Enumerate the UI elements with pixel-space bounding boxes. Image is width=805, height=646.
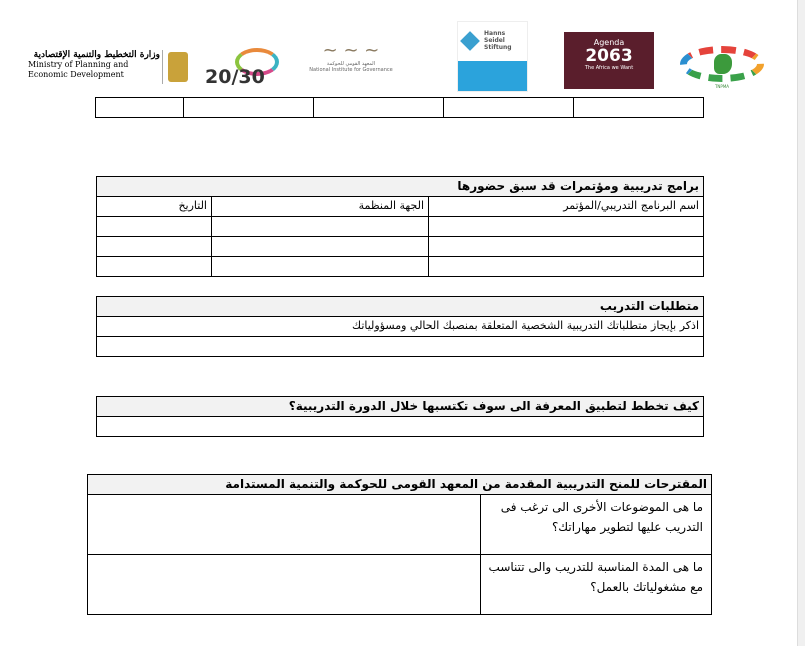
ministry-name-en: Ministry of Planning and Economic Development [28,60,129,79]
application-answer[interactable] [97,417,704,437]
training-programs-title: برامج تدريبية ومؤتمرات قد سبق حضورها [97,177,704,197]
input-cell[interactable] [212,217,429,237]
question-1: ما هى الموضوعات الأخرى الى ترغب فى التدريب عليها لتطوير مهاراتك؟ [481,495,712,555]
col-date: التاريخ [97,197,212,217]
col-organizer: الجهة المنظمة [212,197,429,217]
col-program-name: اسم البرنامج التدريبي/المؤتمر [429,197,704,217]
answer-2[interactable] [88,555,481,615]
application-table [96,396,704,437]
training-programs-table [96,176,704,277]
suggestions-title: المقترحات للمنح التدريبية المقدمة من المعهد القومى للحوكمة والتنمية المستدامة [88,475,712,495]
tnpma-logo: TNPMA [676,42,768,94]
egypt-2030-logo: 20/30 [205,48,291,88]
input-cell[interactable] [429,237,704,257]
input-cell[interactable] [429,217,704,237]
hanns-seidel-logo: Hanns Seidel Stiftung [457,21,528,92]
egypt-eagle-logo [168,52,188,82]
table-row [97,257,704,277]
input-cell[interactable] [212,237,429,257]
suggestions-table [87,474,712,615]
input-cell[interactable] [97,237,212,257]
requirements-table [96,296,704,357]
ministry-name-ar: وزارة التخطيط والتنمية الإقتصادية [33,50,160,60]
agenda-2063-logo: Agenda 2063 The Africa we Want [564,32,654,89]
requirements-title: متطلبات التدريب [97,297,704,317]
input-cell[interactable] [429,257,704,277]
question-2: ما هى المدة المناسبة للتدريب والى تتناسب مع مشغولياتك بالعمل؟ [481,555,712,615]
top-partial-table [95,97,704,118]
divider [162,50,163,84]
governance-institute-logo: ~ ~ ~ المعهد القومي للحوكمة National Institute for Governance [309,40,393,73]
page-edge [797,0,805,646]
ministry-logo-text [28,50,160,80]
input-cell[interactable] [212,257,429,277]
answer-1[interactable] [88,495,481,555]
table-row [97,217,704,237]
requirements-prompt: اذكر بإيجاز متطلباتك التدريبية الشخصية المتعلقة بمنصبك الحالي ومسؤولياتك [97,317,704,337]
requirements-answer[interactable] [97,337,704,357]
input-cell[interactable] [97,257,212,277]
input-cell[interactable] [97,217,212,237]
application-title: كيف تخطط لتطبيق المعرفة الى سوف تكتسبها خلال الدورة التدريبية؟ [97,397,704,417]
table-row [97,237,704,257]
